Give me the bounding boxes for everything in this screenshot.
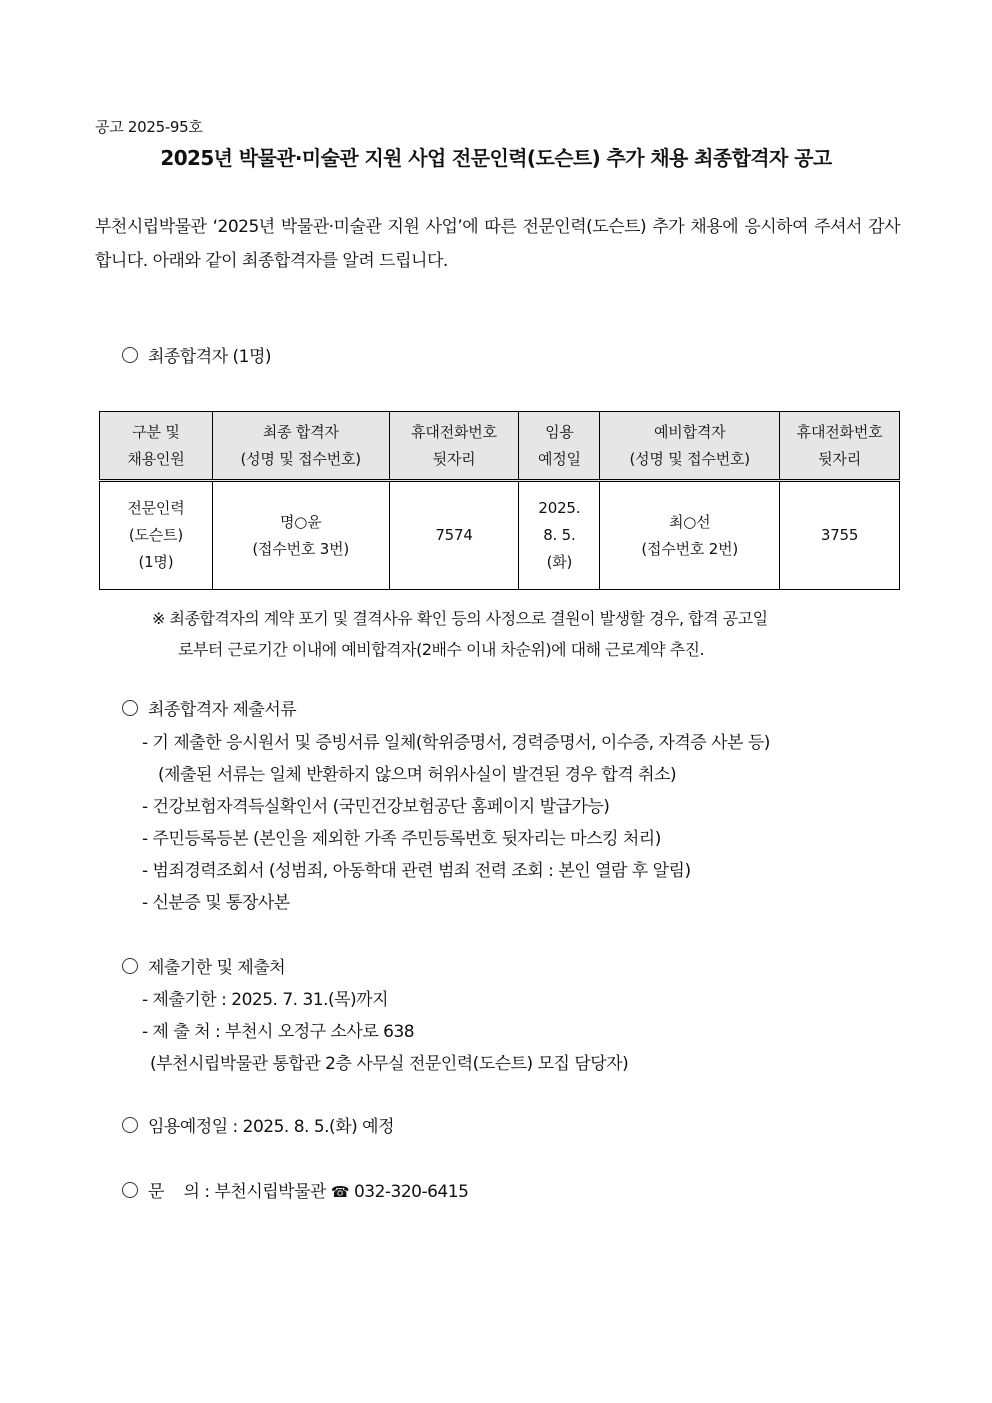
cell-category: 전문인력 (도슨트) (1명) bbox=[100, 481, 213, 590]
circle-bullet-icon bbox=[122, 958, 138, 974]
note-line: ※ 최종합격자의 계약 포기 및 결격사유 확인 등의 사정으로 결원이 발생할 경우, 합격 공고일 bbox=[152, 609, 768, 628]
section-label: 제출기한 및 제출처 bbox=[148, 958, 286, 978]
header-category: 구분 및 채용인원 bbox=[100, 412, 213, 481]
header-final: 최종 합격자 (성명 및 접수번호) bbox=[212, 412, 389, 481]
doc-item: - 건강보험자격득실확인서 (국민건강보험공단 홈페이지 발급가능) bbox=[142, 797, 610, 817]
section-start-date bbox=[122, 1112, 394, 1137]
section-docs-heading bbox=[122, 695, 296, 720]
section-contact bbox=[122, 1177, 468, 1202]
cell-reserve: 최○선 (접수번호 2번) bbox=[600, 481, 780, 590]
phone-icon: ☎ bbox=[330, 1183, 350, 1201]
intro-paragraph: 부천시립박물관 ‘2025년 박물관·미술관 지원 사업’에 따른 전문인력(도슨트) 추가 채용에 응시하여 주셔서 감사합니다. 아래와 같이 최종합격자를 알려 드립니다. bbox=[95, 217, 900, 271]
section-label: 최종합격자 제출서류 bbox=[148, 700, 297, 720]
doc-item: - 기 제출한 응시원서 및 증빙서류 일체(학위증명서, 경력증명서, 이수증, 자격증 사본 등) bbox=[142, 733, 770, 753]
final-result-table bbox=[99, 411, 900, 590]
section-deadline-heading bbox=[122, 953, 285, 978]
note-line: 로부터 근로기간 이내에 예비합격자(2배수 이내 차순위)에 대해 근로계약 추진. bbox=[178, 640, 705, 659]
page-title: 2025년 박물관·미술관 지원 사업 전문인력(도슨트) 추가 채용 최종합격자 공고 bbox=[160, 146, 832, 170]
section-label: 임용예정일 : 2025. 8. 5.(화) 예정 bbox=[148, 1117, 394, 1137]
cell-start-date: 2025. 8. 5. (화) bbox=[519, 481, 600, 590]
cell-final-phone: 7574 bbox=[389, 481, 519, 590]
table-row bbox=[100, 481, 900, 590]
circle-bullet-icon bbox=[122, 700, 138, 716]
header-final-phone: 휴대전화번호 뒷자리 bbox=[389, 412, 519, 481]
notice-number: 공고 2025-95호 bbox=[95, 118, 203, 136]
header-reserve: 예비합격자 (성명 및 접수번호) bbox=[600, 412, 780, 481]
circle-bullet-icon bbox=[122, 1117, 138, 1133]
section-final-heading bbox=[122, 342, 271, 367]
deadline-item: - 제출기한 : 2025. 7. 31.(목)까지 bbox=[142, 990, 389, 1010]
doc-item: - 신분증 및 통장사본 bbox=[142, 893, 290, 913]
deadline-item: - 제 출 처 : 부천시 오정구 소사로 638 bbox=[142, 1022, 415, 1042]
cell-reserve-phone: 3755 bbox=[780, 481, 900, 590]
table-header-row bbox=[100, 412, 900, 481]
cell-final: 명○윤 (접수번호 3번) bbox=[212, 481, 389, 590]
header-reserve-phone: 휴대전화번호 뒷자리 bbox=[780, 412, 900, 481]
contact-phone: 032-320-6415 bbox=[353, 1182, 469, 1202]
circle-bullet-icon bbox=[122, 1182, 138, 1198]
header-start-date: 임용 예정일 bbox=[519, 412, 600, 481]
section-label: 문 의 : 부천시립박물관 bbox=[148, 1182, 326, 1202]
section-label: 최종합격자 (1명) bbox=[148, 347, 272, 367]
reserve-note bbox=[152, 603, 902, 665]
circle-bullet-icon bbox=[122, 347, 138, 363]
deadline-item: (부천시립박물관 통합관 2층 사무실 전문인력(도슨트) 모집 담당자) bbox=[150, 1054, 629, 1074]
doc-item: - 주민등록등본 (본인을 제외한 가족 주민등록번호 뒷자리는 마스킹 처리) bbox=[142, 829, 661, 849]
doc-item: - 범죄경력조회서 (성범죄, 아동학대 관련 범죄 전력 조회 : 본인 열람 후 알림) bbox=[142, 861, 691, 881]
doc-item: (제출된 서류는 일체 반환하지 않으며 허위사실이 발견된 경우 합격 취소) bbox=[158, 765, 677, 785]
